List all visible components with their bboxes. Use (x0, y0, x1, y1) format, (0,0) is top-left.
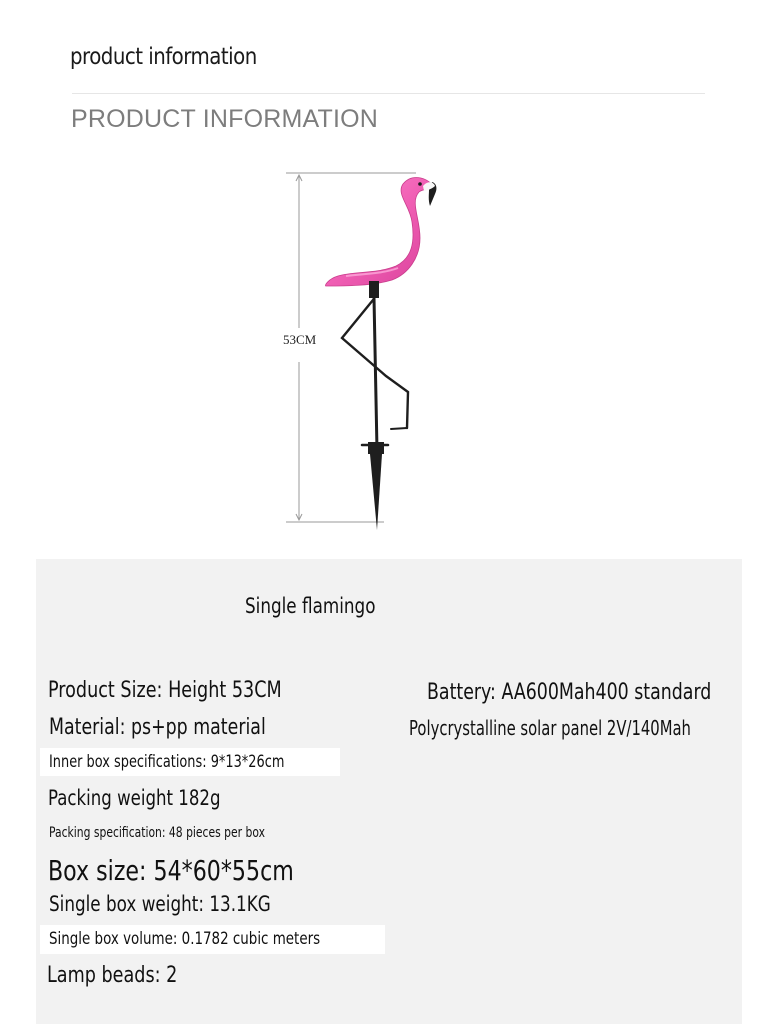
height-dimension-label: 53CM (283, 332, 317, 347)
spec-material: Material: ps+pp material (49, 715, 266, 740)
header-divider (72, 93, 705, 94)
spec-title: Single flamingo (245, 594, 376, 618)
product-figure (186, 150, 560, 545)
flamingo-stake (342, 281, 408, 530)
flamingo-stake-light-icon (186, 150, 560, 545)
page-subheading: PRODUCT INFORMATION (71, 105, 379, 133)
spec-single-box-volume: Single box volume: 0.1782 cubic meters (49, 929, 321, 949)
flamingo-body (326, 178, 437, 286)
spec-lamp-beads: Lamp beads: 2 (47, 963, 178, 988)
spec-product-size: Product Size: Height 53CM (48, 678, 282, 703)
spec-solar-panel: Polycrystalline solar panel 2V/140Mah (409, 716, 691, 740)
page-heading: product information (70, 44, 257, 70)
spec-single-box-weight: Single box weight: 13.1KG (49, 892, 271, 916)
spec-packing-weight: Packing weight 182g (48, 786, 221, 810)
spec-inner-box: Inner box specifications: 9*13*26cm (49, 752, 285, 772)
dimension-line (286, 173, 416, 522)
spec-battery: Battery: AA600Mah400 standard (427, 680, 712, 705)
spec-box-size: Box size: 54*60*55cm (48, 854, 294, 887)
spec-packing-specification: Packing specification: 48 pieces per box (49, 825, 265, 841)
